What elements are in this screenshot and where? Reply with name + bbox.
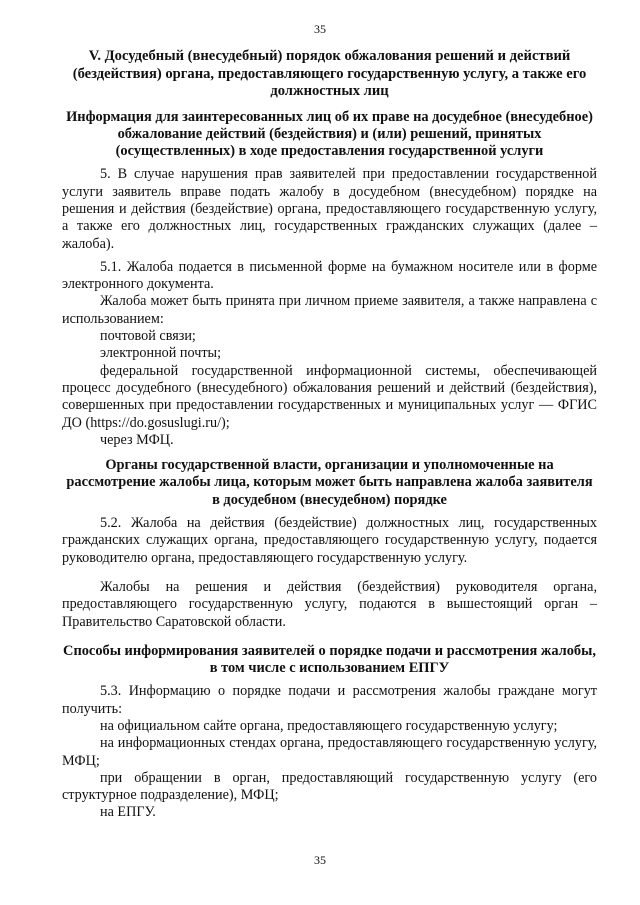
- paragraph-5-2: 5.2. Жалоба на действия (бездействие) должностных лиц, государственных гражданских служащих органа, предоставляющего государственную услугу, подается руководителю органа, предоставляющего государственную услугу.: [62, 515, 597, 566]
- heading-organs: Органы государственной власти, организации и уполномоченные на рассмотрение жалобы лица, которым может быть направлена жалоба заявителя в досудебном (внесудебном) порядке: [66, 457, 593, 508]
- list-item-visit: при обращении в орган, предоставляющий государственную услугу (его структурное подразделение), МФЦ;: [62, 769, 597, 804]
- list-item-mfc: через МФЦ.: [100, 431, 174, 448]
- page-number-bottom: 35: [314, 853, 326, 867]
- paragraph-5-3: 5.3. Информацию о порядке подачи и рассмотрения жалобы граждане могут получить:: [62, 683, 597, 717]
- paragraph-5: 5. В случае нарушения прав заявителей при предоставлении государственной услуги заявитель вправе подать жалобу в досудебном (внесудебном) порядке на решения и действия (бездействие) органа, предоставляющего государственную услугу, а также его должностных лиц, государственных гражданских служащих (далее – жалоба).: [62, 166, 597, 252]
- list-item-site: на официальном сайте органа, предоставляющего государственную услугу;: [100, 718, 558, 734]
- page-number-top: 35: [314, 22, 326, 36]
- page-content: [62, 48, 597, 822]
- heading-info-rights: Информация для заинтересованных лиц об их праве на досудебное (внесудебное) обжалование действий (бездействия) и (или) решений, принятых (осуществленных) в ходе предоставления государственной услуги: [66, 108, 593, 160]
- paragraph-5-1: 5.1. Жалоба подается в письменной форме на бумажном носителе или в форме электронного документа.: [62, 258, 597, 293]
- paragraph-5-1-channels: Жалоба может быть принята при личном приеме заявителя, а также направлена с использованием:: [62, 293, 597, 327]
- list-item-stands: на информационных стендах органа, предоставляющего государственную услугу, МФЦ;: [62, 735, 597, 769]
- list-item-fgis: федеральной государственной информационной системы, обеспечивающей процесс досудебного (внесудебного) обжалования решений и действий (бездействия), совершенных при предоставлении государственных и муниципальных услуг — ФГИС ДО (https://do.gosuslugi.ru/);: [62, 362, 597, 431]
- list-item-epgu: на ЕПГУ.: [100, 804, 156, 821]
- list-item-email: электронной почты;: [100, 345, 222, 362]
- list-item-post: почтовой связи;: [100, 328, 196, 345]
- heading-ways: Способы информирования заявителей о порядке подачи и рассмотрения жалобы, в том числе с использованием ЕПГУ: [63, 642, 596, 677]
- paragraph-5-2-superior: Жалобы на решения и действия (бездействия) руководителя органа, предоставляющего государственную услугу, подаются в вышестоящий орган – Правительство Саратовской области.: [62, 578, 597, 630]
- section-title: V. Досудебный (внесудебный) порядок обжалования решений и действий (бездействия) органа, предоставляющего государственную услугу, а также его должностных лиц: [72, 48, 587, 99]
